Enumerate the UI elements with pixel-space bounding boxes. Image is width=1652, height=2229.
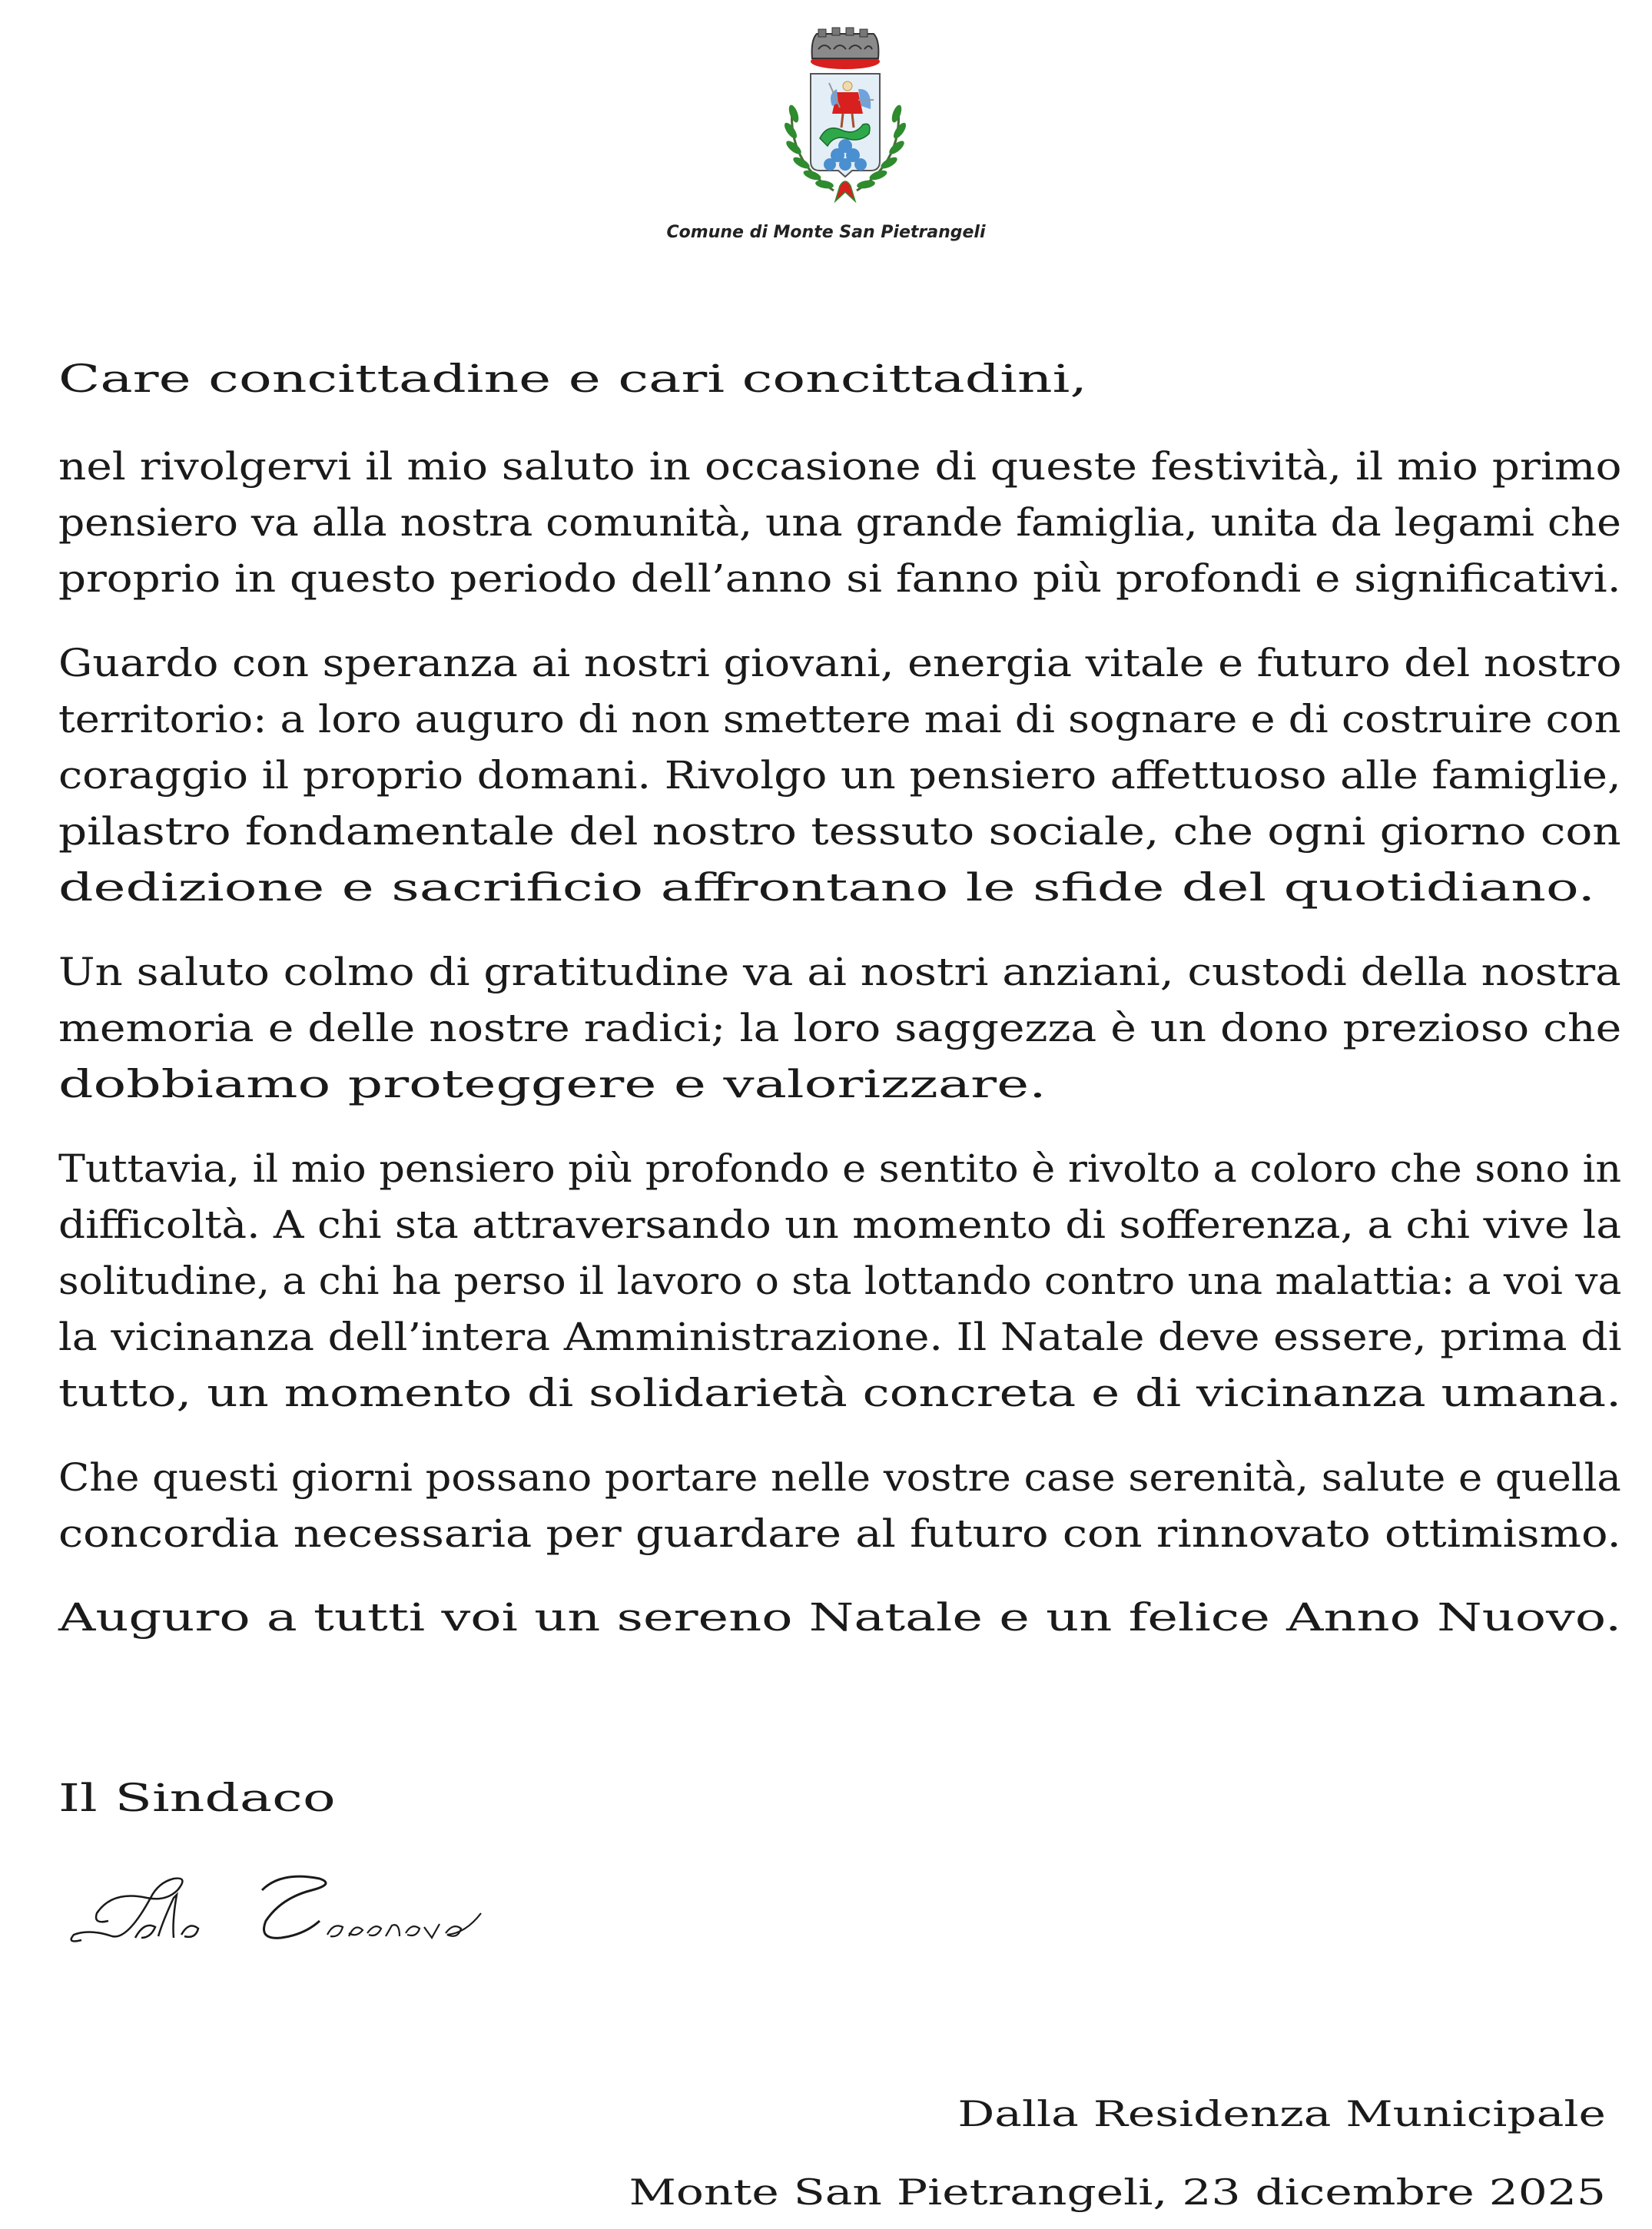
- paragraph-1-line: nel rivolgervi il mio saluto in occasione di queste festività, il mio primo: [58, 444, 1622, 489]
- coat-of-arms-emblem: [757, 23, 934, 207]
- salutation: Care concittadine e cari concittadini,: [58, 357, 1087, 401]
- paragraph-1-line: proprio in questo periodo dell’anno si fanno più profondi e significativi.: [58, 556, 1621, 601]
- paragraph-4-line: la vicinanza dell’intera Amministrazione. Il Natale deve essere, prima di: [58, 1315, 1622, 1359]
- paragraph-2-line: pilastro fondamentale del nostro tessuto sociale, che ogni giorno con: [58, 809, 1621, 854]
- date-line: Monte San Pietrangeli, 23 dicembre 2025: [629, 2171, 1606, 2213]
- paragraph-3-line: Un saluto colmo di gratitudine va ai nostri anziani, custodi della nostra: [58, 950, 1621, 994]
- paragraph-1-line: pensiero va alla nostra comunità, una grande famiglia, unita da legami che: [58, 500, 1621, 545]
- signatory-title: Il Sindaco: [58, 1776, 336, 1820]
- paragraph-4-line: difficoltà. A chi sta attraversando un momento di sofferenza, a chi vive la: [58, 1202, 1622, 1247]
- paragraph-5-line: concordia necessaria per guardare al futuro con rinnovato ottimismo.: [58, 1511, 1621, 1556]
- paragraph-4-line: solitudine, a chi ha perso il lavoro o sta lottando contro una malattia: a voi va: [58, 1259, 1622, 1303]
- closing-wishes: Auguro a tutti voi un sereno Natale e un felice Anno Nuovo.: [58, 1595, 1622, 1640]
- signature-icon: [58, 1867, 489, 1952]
- paragraph-3-line: dobbiamo proteggere e valorizzare.: [58, 1062, 1047, 1106]
- handwritten-signature: [58, 1867, 489, 1952]
- paragraph-2-line: coraggio il proprio domani. Rivolgo un pensiero affettuoso alle famiglie,: [58, 753, 1621, 798]
- paragraph-2-line: dedizione e sacrificio affrontano le sfide del quotidiano.: [58, 865, 1596, 910]
- place-line: Dalla Residenza Municipale: [957, 2093, 1606, 2134]
- paragraph-2-line: Guardo con speranza ai nostri giovani, energia vitale e futuro del nostro: [58, 641, 1622, 685]
- municipality-caption: Comune di Monte San Pietrangeli: [666, 223, 986, 242]
- paragraph-2-line: territorio: a loro auguro di non smettere mai di sognare e di costruire con: [58, 697, 1621, 741]
- coat-of-arms-icon: [757, 23, 934, 207]
- paragraph-3-line: memoria e delle nostre radici; la loro saggezza è un dono prezioso che: [58, 1006, 1622, 1050]
- paragraph-4-line: tutto, un momento di solidarietà concreta e di vicinanza umana.: [58, 1371, 1621, 1415]
- paragraph-4-line: Tuttavia, il mio pensiero più profondo e sentito è rivolto a coloro che sono in: [58, 1146, 1622, 1191]
- paragraph-5-line: Che questi giorni possano portare nelle vostre case serenità, salute e quella: [58, 1455, 1621, 1500]
